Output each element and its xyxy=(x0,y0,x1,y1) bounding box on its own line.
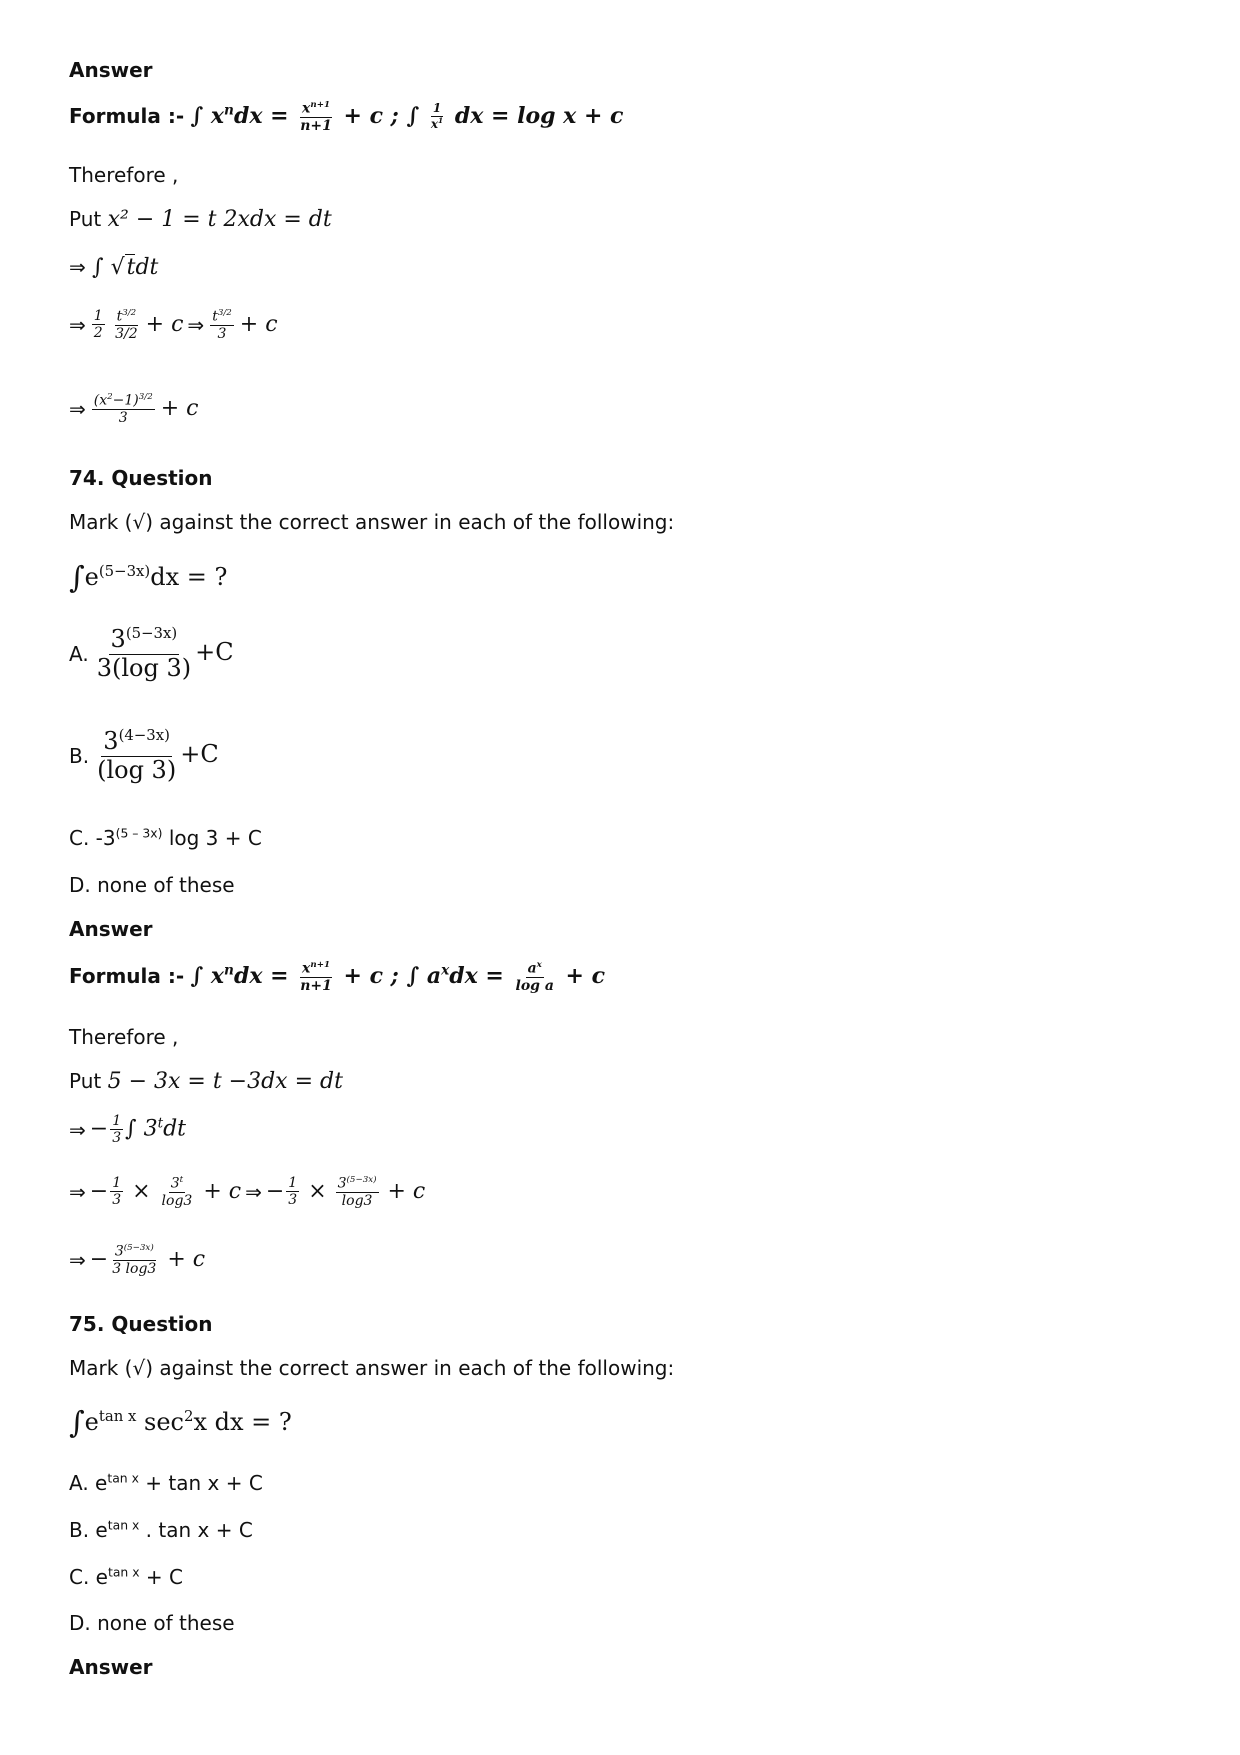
substitution-line xyxy=(69,207,332,233)
option-d[interactable]: D. none of these xyxy=(69,873,235,897)
formula-label: Formula :- xyxy=(69,963,185,988)
implies-symbol: ⇒ xyxy=(69,312,86,337)
option-c[interactable]: C. $-3^{(5 - 3x)}$ log 3 + C xyxy=(69,825,262,850)
therefore-text: Therefore , xyxy=(69,163,179,187)
formula-label: Formula :- xyxy=(69,103,185,128)
option-b-letter: B. xyxy=(69,743,90,768)
option-a[interactable] xyxy=(69,625,234,682)
substitution-line xyxy=(69,1069,343,1095)
substitution-expression: 5 − 3x = t −3dx = dt xyxy=(107,1069,343,1094)
question-instruction: Mark (√) against the correct answer in each of the following: xyxy=(69,1356,675,1380)
step-expression: − $\frac{1}{3}$ ∫ 3$^t$dt xyxy=(89,1113,186,1147)
implies-symbol: ⇒ xyxy=(187,312,205,337)
answer-heading: Answer xyxy=(69,917,153,941)
option-b-expression: $\frac{3^{(4-3x)}}{(\log 3)}$ +C xyxy=(97,726,219,784)
put-label: Put xyxy=(69,207,102,231)
substitution-expression: x² − 1 = t 2xdx = dt xyxy=(107,207,332,232)
implies-symbol: ⇒ xyxy=(69,1247,86,1272)
implies-symbol: ⇒ xyxy=(69,255,86,279)
question-title: 74. Question xyxy=(69,466,213,490)
question-prompt: $\int e^{(5-3x)}dx$ = ? xyxy=(69,560,228,595)
question-title: 75. Question xyxy=(69,1312,213,1336)
step-expression: $\frac{1}{2}$ $\frac{t^{3/2}}{3/2}$ xyxy=(93,308,138,342)
implies-symbol: ⇒ xyxy=(69,1179,86,1204)
step-line xyxy=(69,1113,186,1146)
step-line xyxy=(69,1175,425,1209)
option-d[interactable]: D. none of these xyxy=(69,1611,235,1635)
answer-heading: Answer xyxy=(69,1655,153,1679)
step-expression: ∫ √tdt xyxy=(92,255,159,280)
step-line: ⇒ $\frac{(x^2-1)^{3/2}}{3}$ + c xyxy=(69,392,199,426)
step-expression: − $\frac{3^{(5-3x)}}{3 \log 3}$ + c xyxy=(89,1243,206,1277)
question-prompt: $\int e^{tan x}$ $\sec^2x$ dx = ? xyxy=(69,1405,292,1440)
formula-expression: ∫ $x^ndx$ = $\frac{x^{n+1}}{n+1}$ + c ; ∫ $\frac{1}{x^1}$ dx = log x + c xyxy=(190,100,624,134)
option-a-letter: A. xyxy=(69,641,89,666)
formula-line xyxy=(69,960,605,994)
therefore-text: Therefore , xyxy=(69,1025,179,1049)
step-expression: $\frac{(x^2-1)^{3/2}}{3}$ xyxy=(93,392,153,426)
step-expression: − $\frac{1}{3}$ × $\frac{3^{(5-3x)}}{\log 3}$ + c xyxy=(265,1175,426,1209)
option-c[interactable]: C. $e^{tan x} + C$ xyxy=(69,1564,183,1589)
formula-line xyxy=(69,100,623,134)
option-b[interactable] xyxy=(69,727,219,784)
option-b[interactable]: B. $e^{tan x}$ . tan x + C xyxy=(69,1517,253,1542)
step-line: ⇒ $\frac{1}{2}$ $\frac{t^{3/2}}{3/2}$ + c ⇒ $\frac{t^{3/2}}{3}$ + c xyxy=(69,308,278,342)
implies-symbol: ⇒ xyxy=(245,1179,262,1204)
put-label: Put xyxy=(69,1069,102,1093)
implies-symbol: ⇒ xyxy=(69,1117,86,1142)
step-line xyxy=(69,255,158,281)
answer-heading: Answer xyxy=(69,58,153,82)
step-line xyxy=(69,1243,205,1277)
option-a[interactable]: A. $e^{tan x} + \tan x + C$ xyxy=(69,1470,263,1495)
step-expression: $\frac{t^{3/2}}{3}$ xyxy=(212,308,232,342)
implies-symbol: ⇒ xyxy=(69,396,86,421)
formula-expression: ∫ $x^ndx$ = $\frac{x^{n+1}}{n+1}$ + c ; ∫ $a^xdx$ = $\frac{a^x}{\text{log a}}$ + c xyxy=(190,960,606,994)
option-a-expression: $\frac{3^{(5-3x)}}{3(\log 3)}$ +C xyxy=(96,624,234,682)
question-instruction: Mark (√) against the correct answer in each of the following: xyxy=(69,510,675,534)
step-expression: − $\frac{1}{3}$ × $\frac{3^t}{\log 3}$ + c xyxy=(89,1175,242,1209)
